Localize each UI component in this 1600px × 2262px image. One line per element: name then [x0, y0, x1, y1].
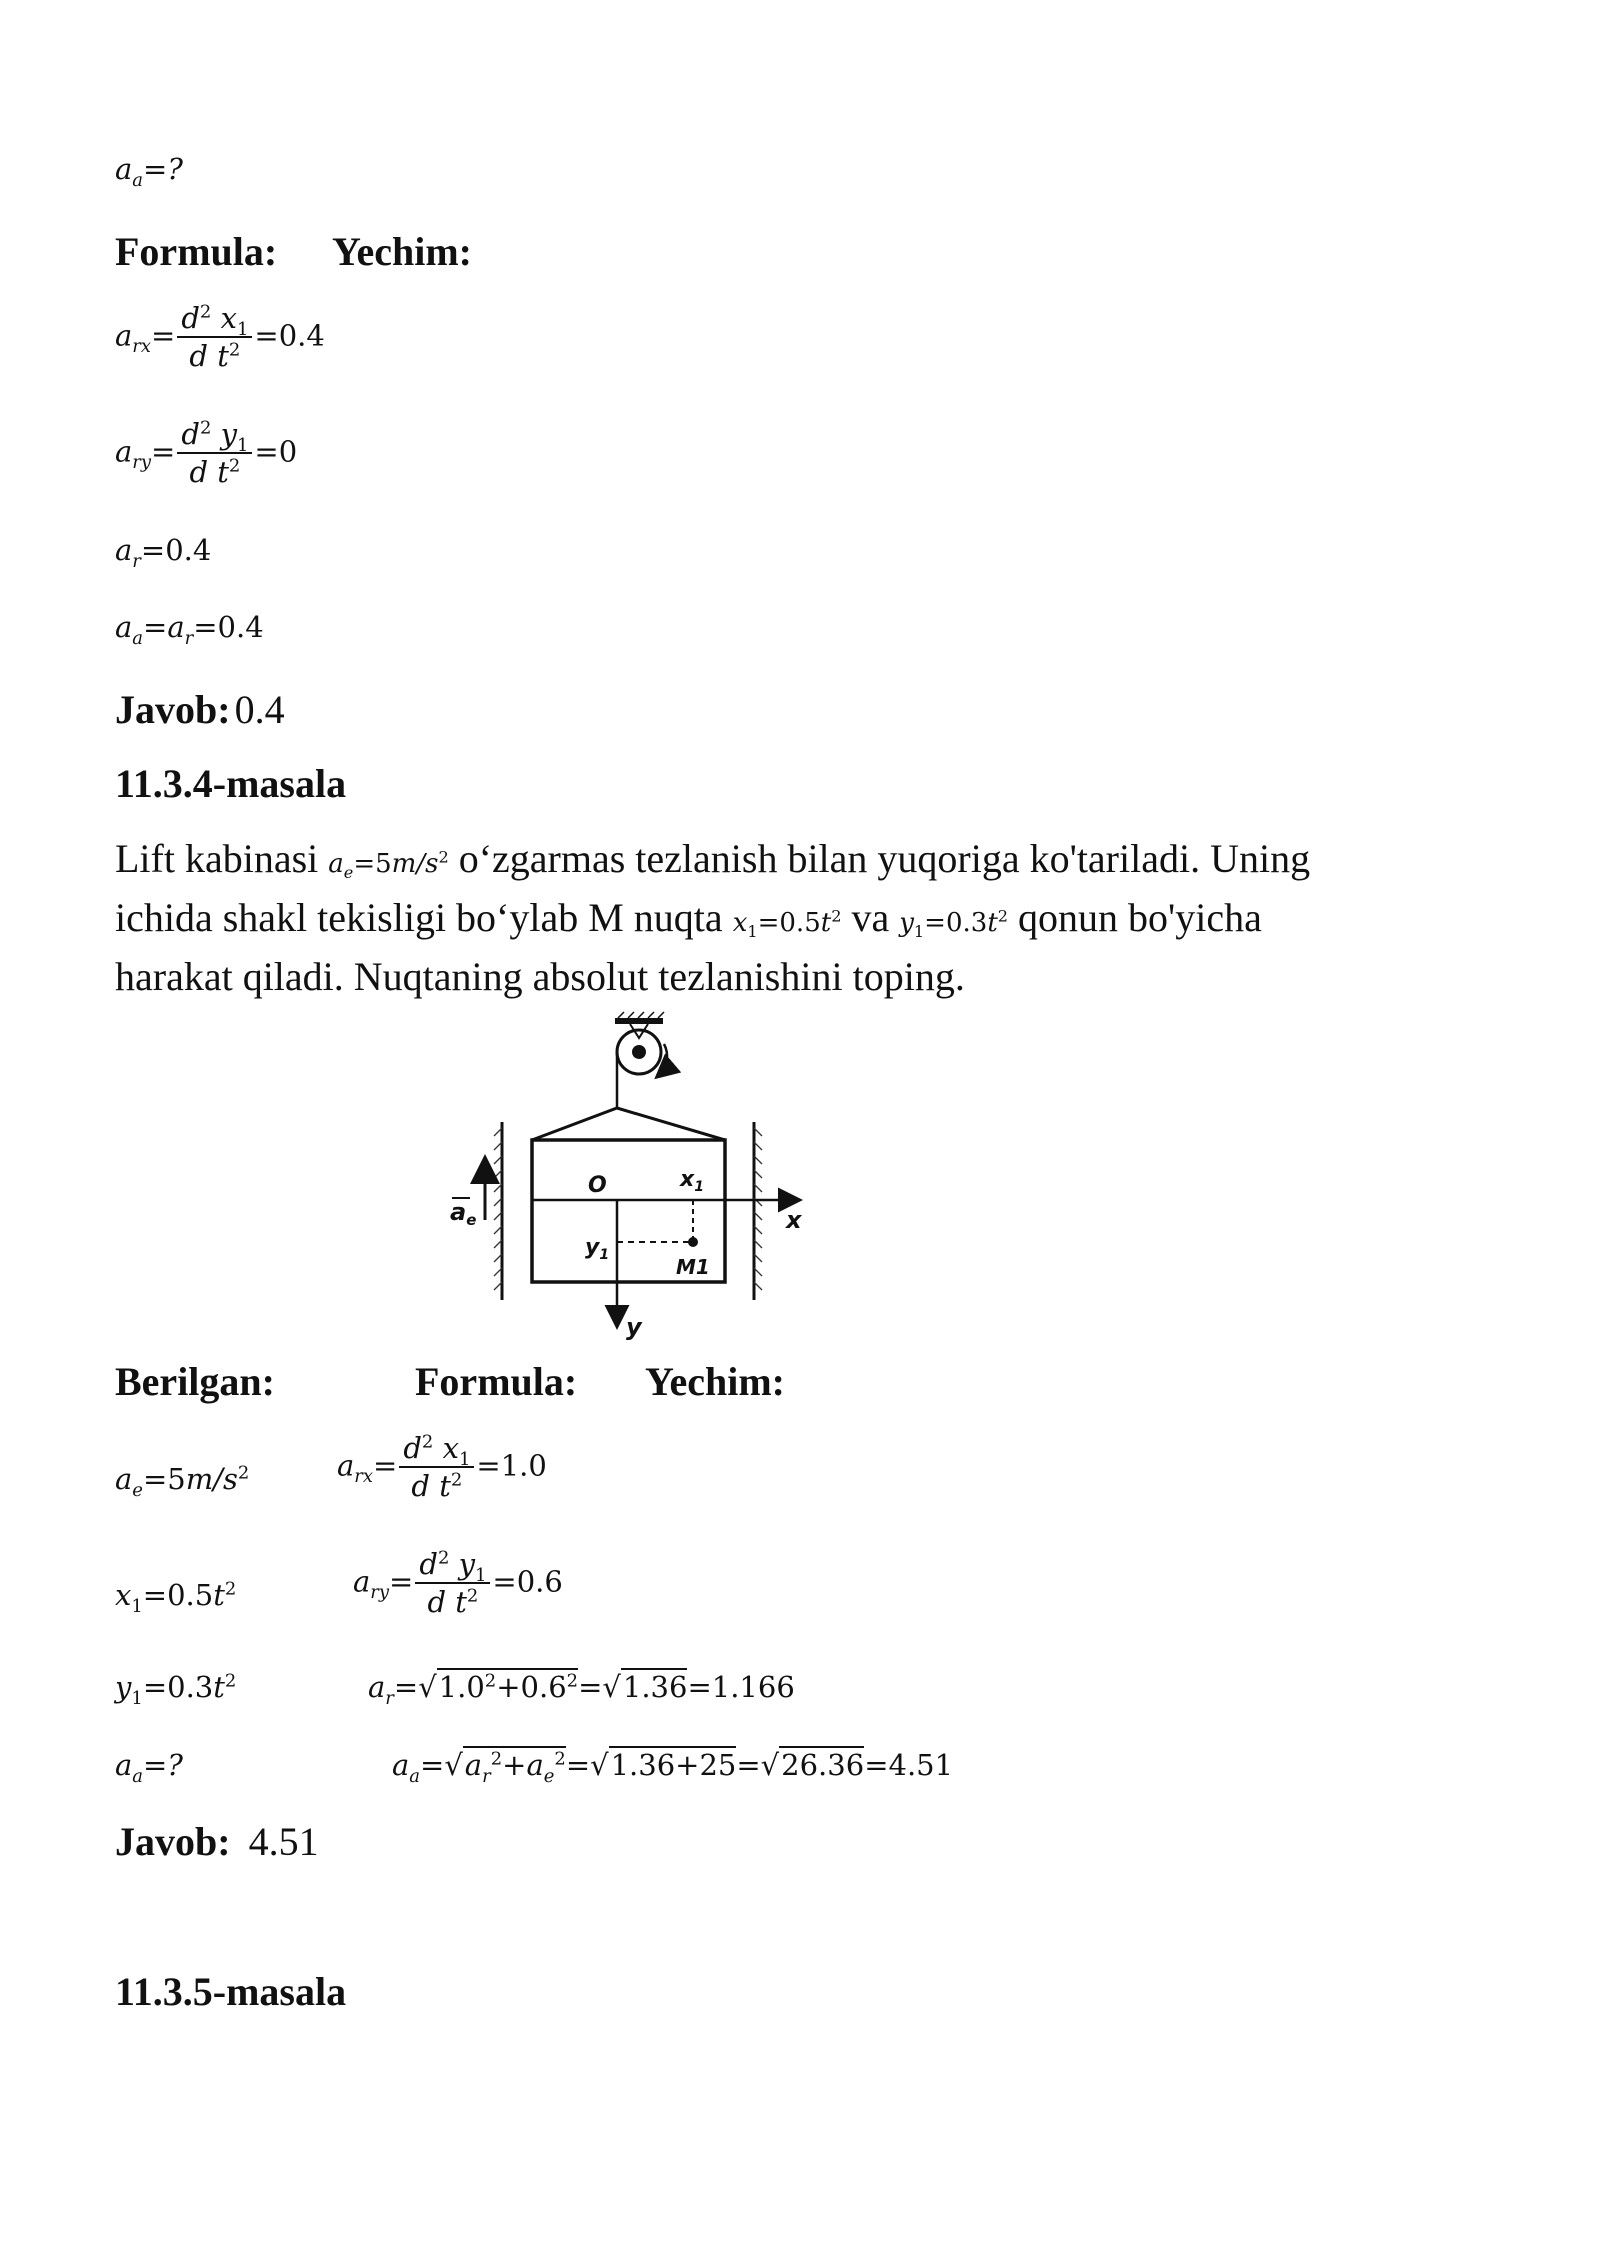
- unknown-aa-top: $a_a=$?: [115, 152, 183, 191]
- formula-label: Formula:: [115, 229, 278, 274]
- y-axis-label: y: [626, 1313, 642, 1340]
- cabin-roof: [532, 1108, 725, 1140]
- origin-label: O: [588, 1173, 607, 1198]
- problem-text-part: harakat qiladi. Nuqtaning absolut tezlanishini toping.: [115, 954, 965, 999]
- problem-text-part: va: [851, 895, 890, 940]
- aa-result: 4.51: [888, 1748, 954, 1782]
- yechim-label: Yechim:: [645, 1359, 785, 1404]
- ary-value: 0: [278, 434, 298, 469]
- ae-inline-math: $a_e=5m/s^2$: [328, 847, 449, 883]
- formula-label: Formula:: [415, 1359, 578, 1404]
- equation-ar-2: $a_r=√1.0^2+0.6^2=√1.36=1.166$: [368, 1670, 795, 1709]
- x-axis-label: x: [786, 1206, 802, 1234]
- equation-arx-2: $a_{rx}=$ $\frac{d^2 x_1}{d t^2}$ =1.0: [337, 1431, 547, 1504]
- equation-aa-2: $a_a=√a_r^2+a_e^2=√1.36+25=√26.36=4.51$: [392, 1748, 954, 1787]
- m1-label: M1: [676, 1255, 710, 1279]
- problem-text-part: qonun bo'yicha: [1018, 895, 1262, 940]
- formula-heading-2: [415, 1358, 577, 1405]
- next-problem-title: 11.3.5-masala: [115, 1969, 347, 2014]
- x1-label: $x_1$: [680, 1167, 704, 1195]
- equation-ar-1: $a_r=0.4$: [115, 533, 212, 572]
- y1-inline-math: $y_1=0.3t^2$: [899, 906, 1009, 942]
- y1-label: $y_1$: [585, 1235, 610, 1263]
- formula-heading-1: [115, 228, 277, 275]
- x1-inline-math: $x_1=0.5t^2$: [732, 906, 842, 942]
- unknown-aa-2: $a_a=$?: [115, 1748, 183, 1787]
- berilgan-heading: [115, 1358, 275, 1405]
- problem-text-part: ichida shakl tekisligi bo‘ylab M nuqta: [115, 895, 723, 940]
- lift-diagram-svg: [440, 1010, 830, 1340]
- berilgan-label: Berilgan:: [115, 1359, 275, 1404]
- ar-value: 0.4: [165, 533, 212, 567]
- problem-text-part: o‘zgarmas tezlanish bilan yuqoriga ko'tariladi. Uning: [458, 836, 1311, 881]
- given-x1: $x_1=0.5t^2$: [115, 1578, 237, 1617]
- problem-text-part: Lift kabinasi: [115, 836, 319, 881]
- ceiling-bar: [615, 1018, 663, 1024]
- yechim-heading-1: [332, 228, 472, 275]
- ar-result: 1.166: [711, 1670, 795, 1704]
- javob-label: Javob:: [115, 687, 231, 732]
- arx-value: 1.0: [500, 1448, 547, 1483]
- answer-2: [115, 1818, 319, 1865]
- arx-value: 0.4: [278, 318, 325, 353]
- equation-arx-1: $a_{rx}=$ $\frac{d^2 x_1}{d t^2}$ =0.4: [115, 301, 325, 374]
- yechim-heading-2: [645, 1358, 785, 1405]
- ceiling-hatch: [618, 1012, 664, 1018]
- aa-value: 0.4: [217, 610, 264, 644]
- point-m: [688, 1237, 698, 1247]
- javob-value: 4.51: [248, 1819, 319, 1864]
- ary-value: 0.6: [516, 1564, 563, 1599]
- javob-value: 0.4: [234, 687, 285, 732]
- equation-aa-1: $a_a=a_r=0.4$: [115, 610, 264, 649]
- ae-label: $a_e$: [450, 1198, 477, 1229]
- problem-text: [115, 832, 1495, 1003]
- lift-diagram: [440, 1010, 830, 1340]
- javob-label: Javob:: [115, 1819, 231, 1864]
- equation-ary-1: $a_{ry}=$ $\frac{d^2 y_1}{d t^2}$ =0: [115, 417, 298, 490]
- answer-1: [115, 686, 285, 733]
- given-y1: $y_1=0.3t^2$: [115, 1670, 237, 1709]
- given-ae: $a_e=5m/s^2$: [115, 1462, 250, 1501]
- problem-title: 11.3.4-masala: [115, 761, 347, 806]
- yechim-label: Yechim:: [332, 229, 472, 274]
- equation-ary-2: $a_{ry}=$ $\frac{d^2 y_1}{d t^2}$ =0.6: [353, 1547, 563, 1620]
